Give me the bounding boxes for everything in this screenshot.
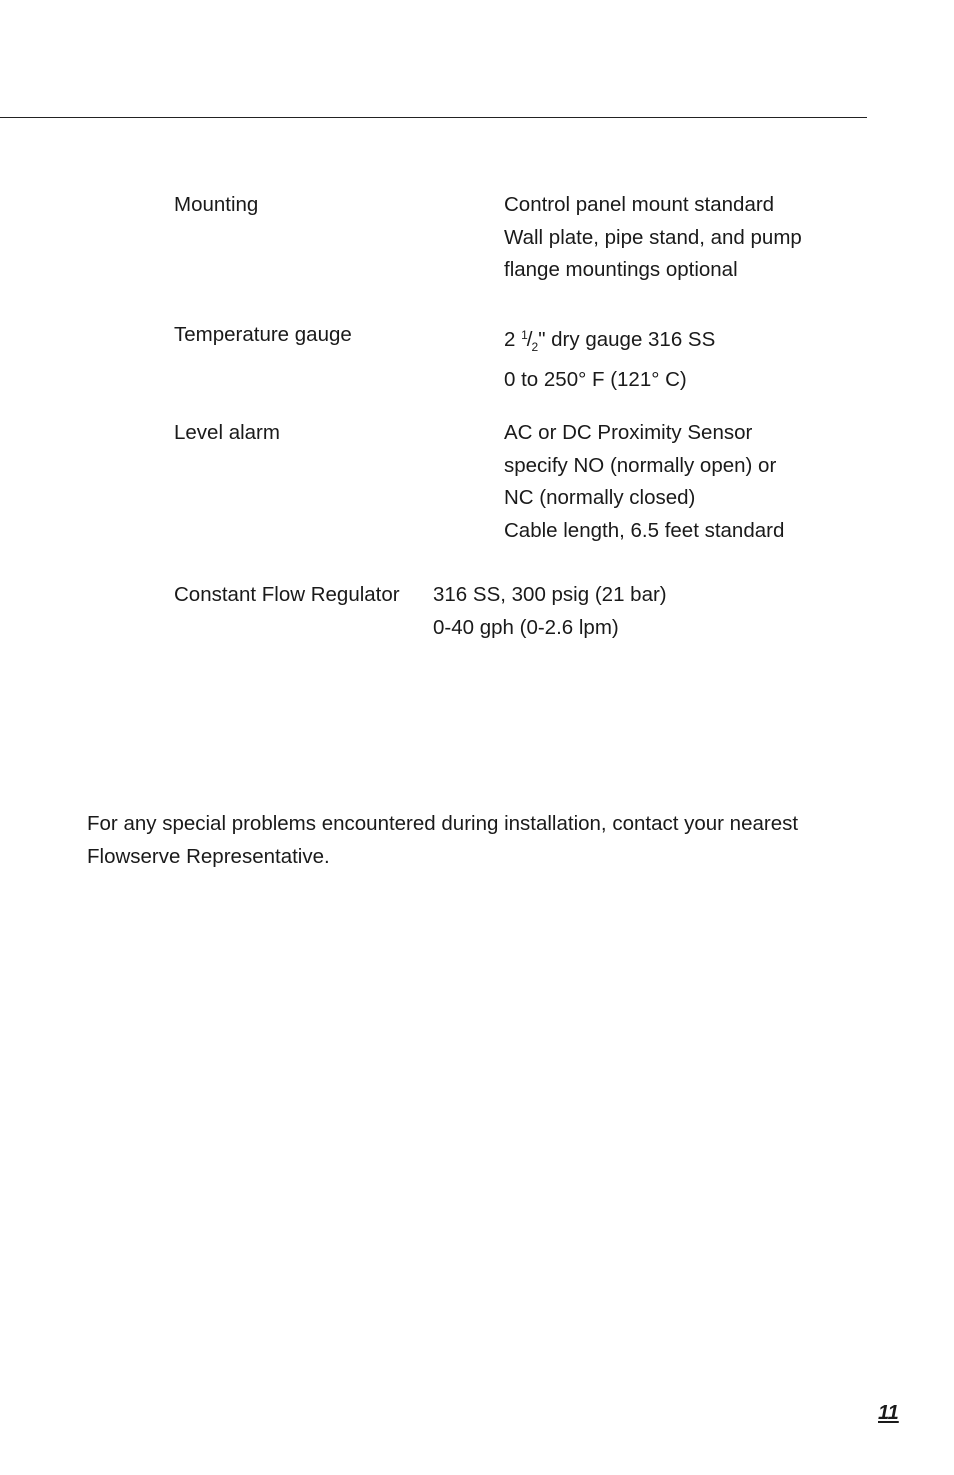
fraction-slash: / (526, 328, 533, 351)
fraction-whole: 2 (504, 328, 516, 351)
spec-value-line: Wall plate, pipe stand, and pump (504, 225, 802, 249)
fraction-denominator: 2 (531, 340, 539, 354)
header-rule (0, 117, 867, 118)
spec-value-line: AC or DC Proximity Sensor (504, 421, 753, 444)
spec-label-temperature-gauge: Temperature gauge (174, 323, 352, 346)
spec-value-line: 316 SS, 300 psig (21 bar) (433, 583, 667, 606)
page-number: 11 (878, 1402, 899, 1424)
spec-value-text: " dry gauge 316 SS (538, 328, 716, 351)
spec-value-line: Cable length, 6.5 feet standard (504, 518, 785, 542)
spec-value-line: NC (normally closed) (504, 486, 696, 509)
spec-label-mounting: Mounting (174, 193, 259, 216)
spec-label-level-alarm: Level alarm (174, 421, 280, 444)
spec-value-level-alarm (504, 417, 784, 547)
spec-value-line: 0 to 250° F (121° C) (504, 367, 687, 391)
contact-note-line: For any special problems encountered during installation, contact your nearest (87, 812, 799, 835)
spec-label-constant-flow-regulator: Constant Flow Regulator (174, 583, 400, 606)
contact-note (87, 808, 867, 873)
spec-value-line (504, 319, 715, 364)
spec-value-constant-flow-regulator (433, 579, 667, 644)
spec-value-line: 0-40 gph (0-2.6 lpm) (433, 615, 619, 639)
fraction-numerator: 1 (521, 328, 528, 342)
spec-value-temperature-gauge (504, 319, 715, 396)
spec-value-line: Control panel mount standard (504, 193, 775, 216)
spec-value-line: flange mountings optional (504, 258, 738, 281)
contact-note-line: Flowserve Representative. (87, 844, 330, 868)
spec-value-mounting (504, 189, 802, 287)
spec-value-line: specify NO (normally open) or (504, 453, 777, 477)
